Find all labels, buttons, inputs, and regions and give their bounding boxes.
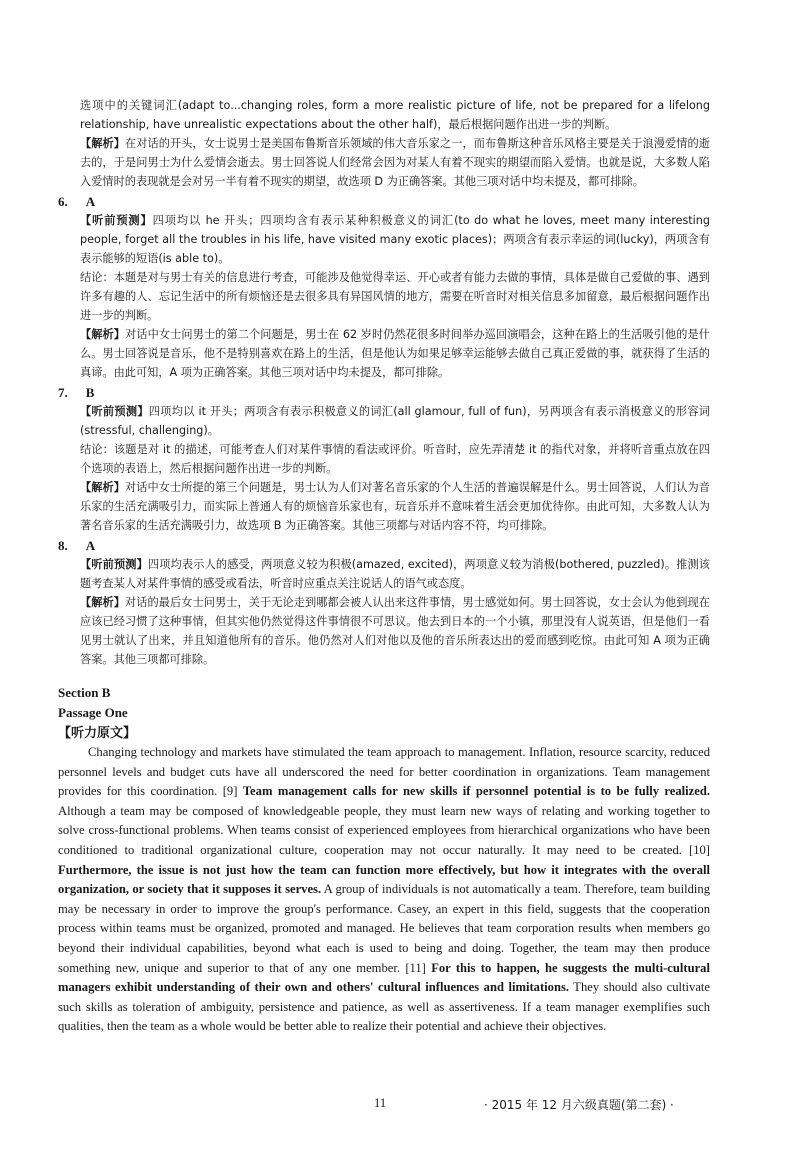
q6-analysis-tag: 【解析】 <box>80 328 126 341</box>
q5-analysis-tag: 【解析】 <box>80 137 126 150</box>
transcript-paragraph <box>58 743 710 1037</box>
q8-analysis-tag: 【解析】 <box>80 596 126 609</box>
transcript-sentence-4: They should also cultivate such skills as toleration of ambiguity, persistence and patience, as well as assertiveness. If a team manager exemplifies such qualities, then the team as a whole would be better able to realize their potential and achieve their objectives. <box>58 980 710 1034</box>
q6-predict-tag: 【听前预测】 <box>80 214 153 227</box>
marker-9: [9] <box>222 784 243 799</box>
q6-analysis-text: 对话中女士问男士的第二个问题是，男士在 62 岁时仍然花很多时间举办巡回演唱会，这种在路上的生活吸引他的是什么。男士回答说是音乐，他不是特别喜欢在路上的生活，但是他认为如果足够幸运能够去做自己真正爱做的事，就获得了生活的真谛。由此可知，A 项为正确答案。其他三项对话中均未提及，都可排除。 <box>80 328 710 379</box>
q7-block <box>58 402 710 535</box>
q8-heading <box>58 536 710 555</box>
q6-heading <box>58 192 710 211</box>
q8-number: 8. <box>58 538 68 553</box>
q6-block <box>58 211 710 382</box>
q6-answer: A <box>85 194 96 209</box>
q7-predict-tag: 【听前预测】 <box>80 405 149 418</box>
exam-source: · 2015 年 12 月六级真题(第二套) · <box>484 1098 674 1112</box>
q6-conclusion: 结论：本题是对与男士有关的信息进行考查，可能涉及他觉得幸运、开心或者有能力去做的事情，具体是做自己爱做的事、遇到许多有趣的人、忘记生活中的所有烦恼还是去很多具有异国风情的地方，需要在听音时对相关信息多加留意，最后根据问题作出进一步的判断。 <box>80 271 710 322</box>
q5-analysis-text: 在对话的开头，女士说男士是美国布鲁斯音乐领域的伟大音乐家之一，而布鲁斯这种音乐风格主要是关于浪漫爱情的逝去的，于是问男士为什么爱情会逝去。男士回答说人们经常会因为对某人有着不现实的期望而陷入爱情。也就是说，大多数人陷入爱情时的表现就是会对另一半有着不现实的期望，故选项 D 为正确答案。其他三项对话中均未提及，都可排除。 <box>80 137 710 188</box>
key-sentence-9: Team management calls for new skills if personnel potential is to be fully realized. <box>242 784 710 799</box>
q7-heading <box>58 383 710 402</box>
q8-predict-text: 四项均表示人的感受，两项意义较为积极(amazed, excited)，两项意义较为消极(bothered, puzzled)。推测该题考查某人对某件事情的感受或看法，听音时应重点关注说话人的语气或态度。 <box>80 558 710 590</box>
transcript-sentence-3: A group of individuals is not automatically a team. Therefore, team building may be necessary in order to improve the group's performance. Casey, an expert in this field, suggests that the cooperation process within teams must be organized, promoted and managed. He believes that team corporation results when members go beyond their individual capabilities, beyond what each is used to being and doing. Together, the team may then produce something new, unique and superior to that of any one member. <box>58 882 710 975</box>
q8-answer: A <box>85 538 96 553</box>
q7-conclusion: 结论：该题是对 it 的描述，可能考查人们对某件事情的看法或评价。听音时，应先弄清楚 it 的指代对象，并将听音重点放在四个选项的表语上，然后根据问题作出进一步的判断。 <box>80 443 710 475</box>
q6-number: 6. <box>58 194 68 209</box>
q8-block <box>58 555 710 669</box>
q5-keyword-sentence: 选项中的关键词汇(adapt to...changing roles, form a more realistic picture of life, not be prepared for a lifelong relationship, have unrealistic expectations about the other half)，最后根据问题作出进一步的判断。 <box>80 99 710 131</box>
q5-analysis-tail <box>58 96 710 191</box>
q8-analysis-text: 对话的最后女士问男士，关于无论走到哪都会被人认出来这件事情，男士感觉如何。男士回答说，女士会认为他到现在应该已经习惯了这种事情，但其实他仍然觉得这件事情很不可思议。他去到日本的一个小镇，那里没有人说英语，但是他们一看见男士就认了出来，并且知道他所有的音乐。他仍然对人们对他以及他的音乐所表达出的爱而感到吃惊。由此可知 A 项为正确答案。其他三项都可排除。 <box>80 596 710 666</box>
key-sentence-10: Furthermore, the issue is not just how the team can function more effectively, but how it integrates with the overall organization, or society that it supposes it serves. <box>58 862 710 897</box>
marker-11: [11] <box>405 960 432 975</box>
q7-predict-text: 四项均以 it 开头；两项含有表示积极意义的词汇(all glamour, full of fun)，另两项含有表示消极意义的形容词(stressful, challenging)。 <box>80 405 710 437</box>
q8-predict-tag: 【听前预测】 <box>80 558 148 571</box>
marker-10: [10] <box>689 842 710 857</box>
q7-number: 7. <box>58 385 68 400</box>
transcript-sentence-1: Changing technology and markets have stimulated the team approach to management. Inflation, resource scarcity, reduced personnel levels and budget cuts have all underscored the need for better coordination in organizations. Team management provides for this coordination. <box>58 745 710 799</box>
passage-one-heading: Passage One <box>58 705 128 720</box>
transcript-heading: 【听力原文】 <box>58 725 137 740</box>
transcript-sentence-2: Although a team may be composed of knowledgeable people, they must learn new ways of relating and working together to solve cross-functional problems. When teams consist of experienced employees from hierarchical organizations who have been conditioned to traditional organizational culture, cooperation may not occur naturally. It may need to be created. <box>58 803 710 857</box>
page-content <box>58 96 710 1037</box>
q7-analysis-tag: 【解析】 <box>80 481 126 494</box>
page-number: 11 <box>374 1096 387 1110</box>
key-sentence-11: For this to happen, he suggests the multi-cultural managers exhibit understanding of their own and others' cultural influences and limitations. <box>58 960 710 995</box>
q6-predict-text: 四项均以 he 开头；四项均含有表示某种积极意义的词汇(to do what he loves, meet many interesting people, forget all the troubles in his life, have visited many exotic places)；两项含有表示幸运的词(lucky)，两项含有表示能够的短语(is able to)。 <box>80 214 710 265</box>
q7-answer: B <box>85 385 95 400</box>
q7-analysis-text: 对话中女士所提的第三个问题是，男士认为人们对著名音乐家的个人生活的普遍误解是什么。男士回答说，人们认为音乐家的生活充满吸引力，而实际上普通人有的烦恼音乐家也有，玩音乐并不意味着生活会更加优待你。由此可知，大多数人认为著名音乐家的生活充满吸引力，故选项 B 为正确答案。其他三项都与对话内容不符，均可排除。 <box>80 481 710 532</box>
section-b-heading: Section B <box>58 685 111 700</box>
